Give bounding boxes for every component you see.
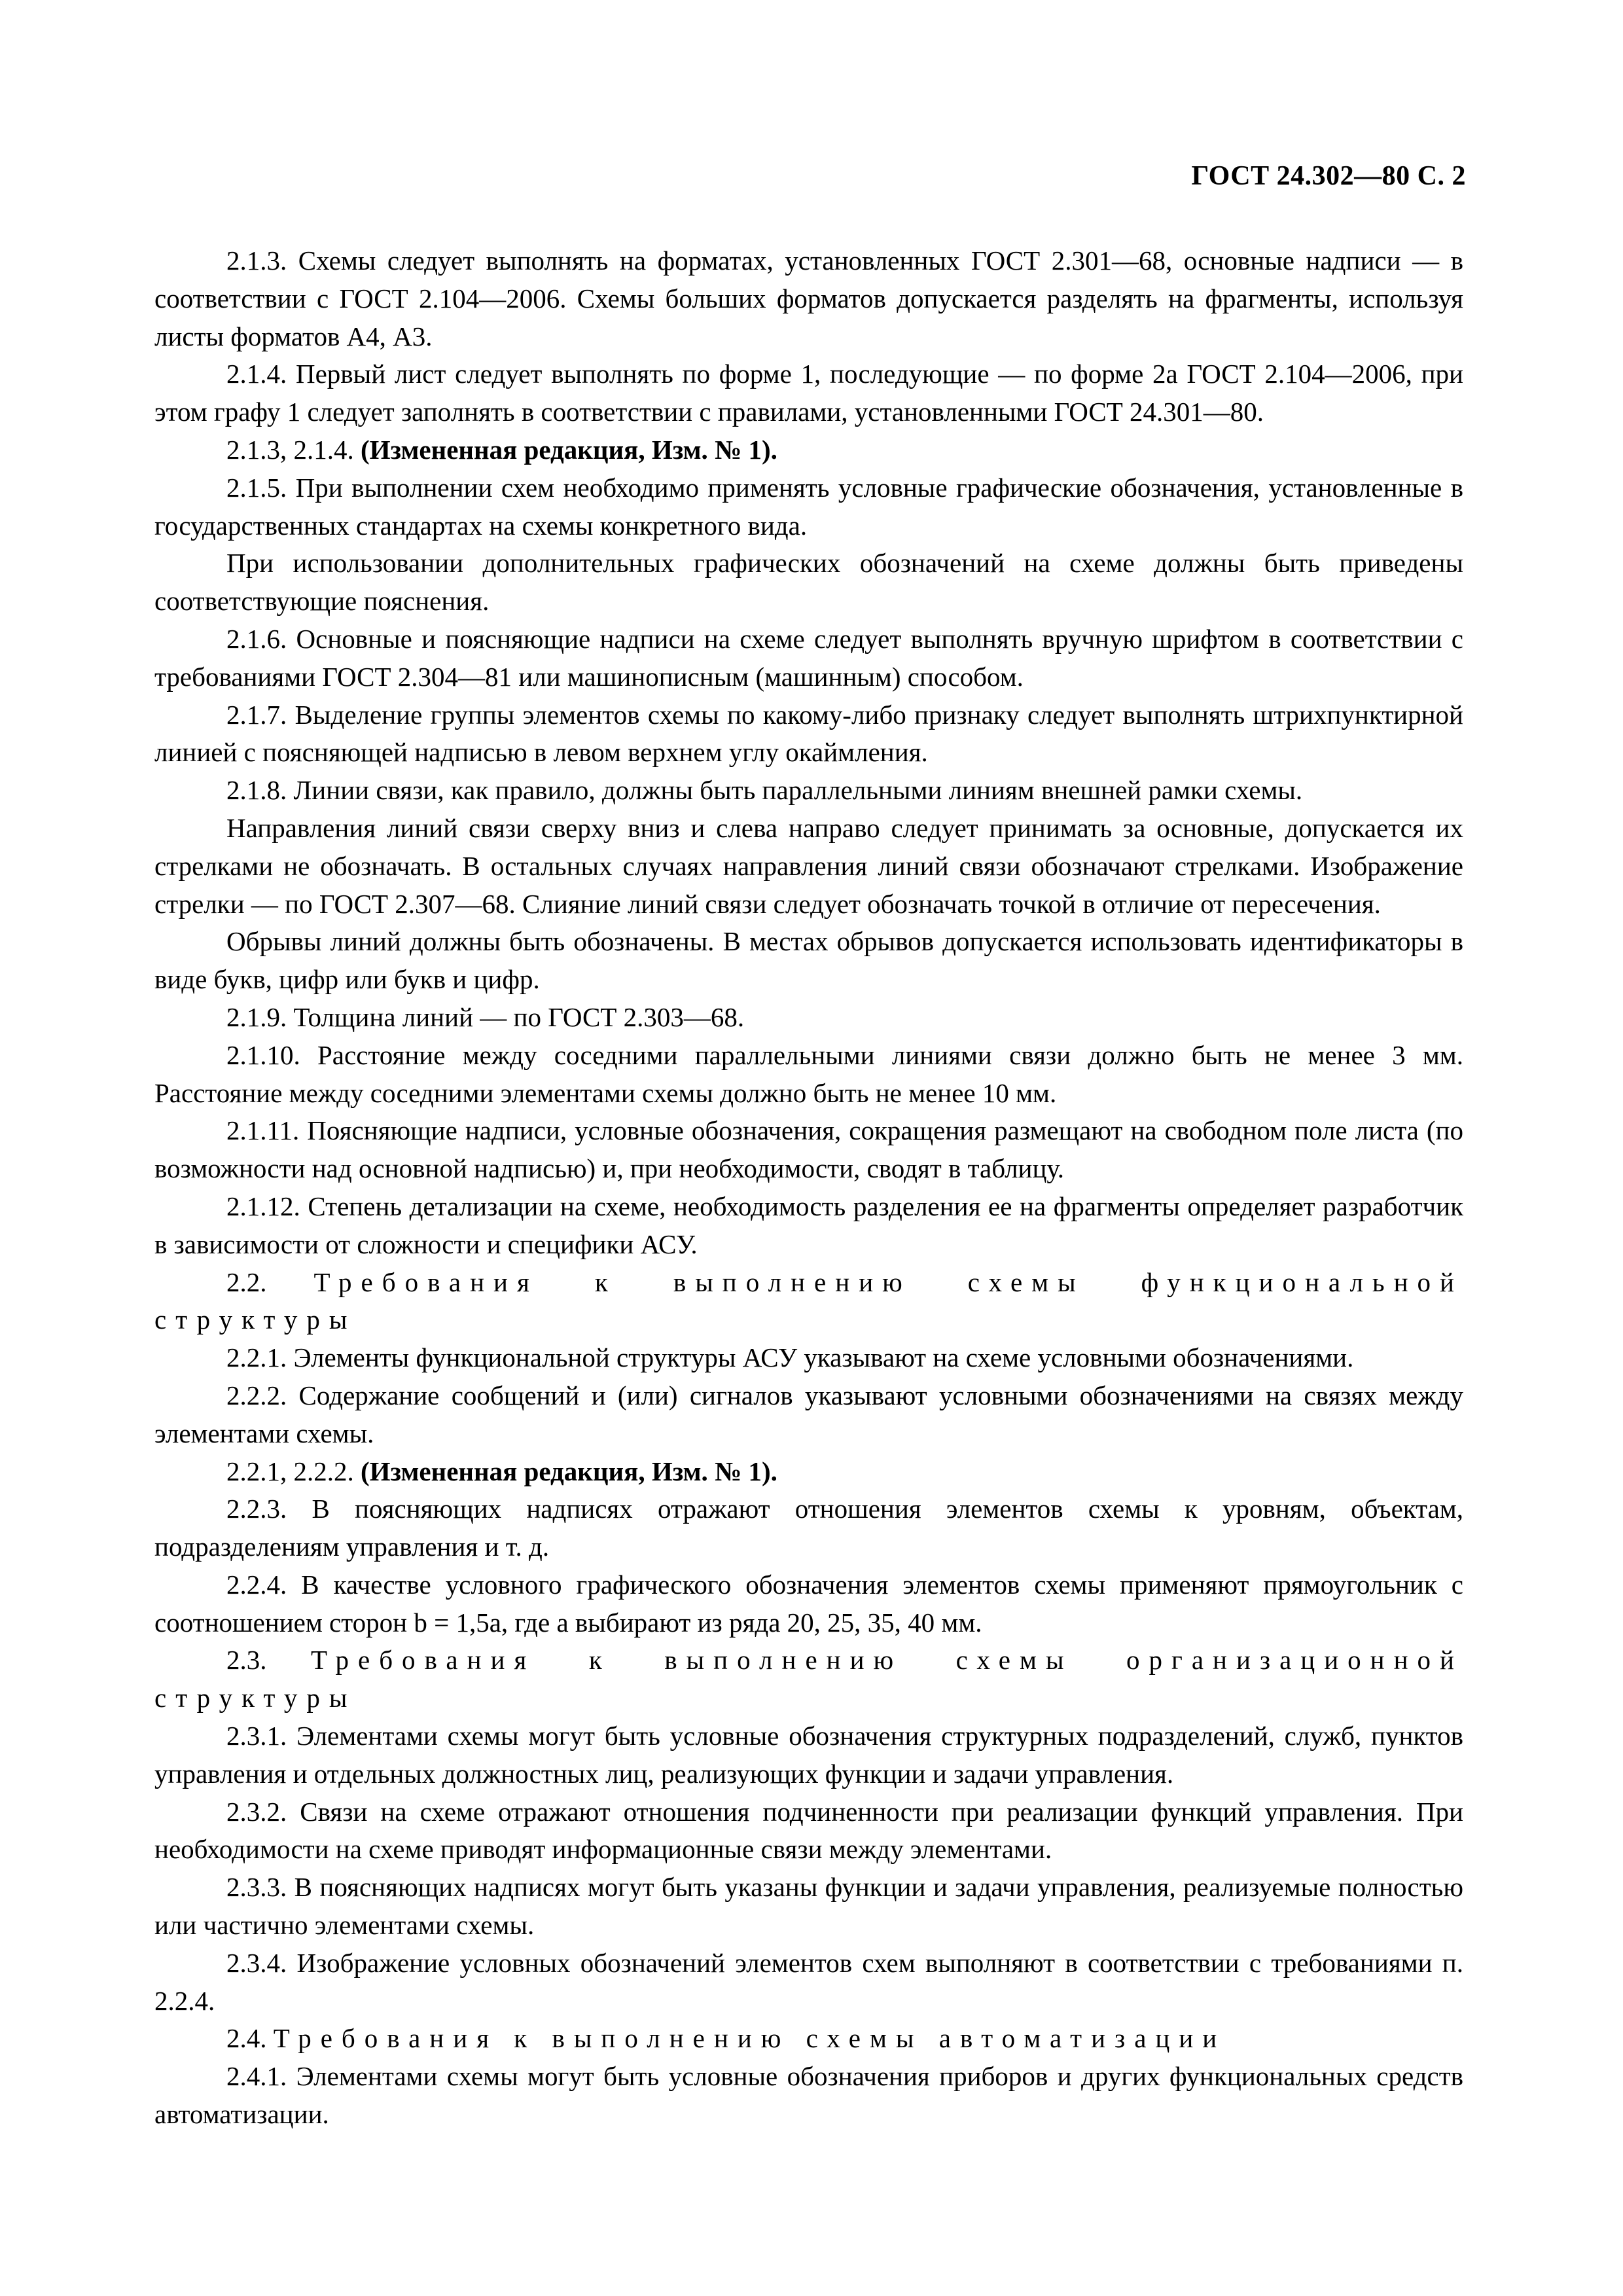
section-heading-2-4 <box>154 2020 1463 2058</box>
paragraph-2-4-1: 2.4.1. Элементами схемы могут быть условные обозначения приборов и других функциональных средств автоматизации. <box>154 2061 1463 2130</box>
paragraph-2-1-7: 2.1.7. Выделение группы элементов схемы по какому-либо признаку следует выполнять штрихпунктирной линией с поясняющей надписью в левом верхнем углу окаймления. <box>154 699 1463 768</box>
edit-note-bold: (Измененная редакция, Изм. № 1). <box>361 1456 777 1486</box>
section-heading-2-2 <box>154 1264 1463 1340</box>
paragraph-2-2-3: 2.2.3. В поясняющих надписях отражают отношения элементов схемы к уровням, объектам, подразделениям управления и т. д. <box>154 1494 1463 1562</box>
paragraph-2-3-2: 2.3.2. Связи на схеме отражают отношения подчиненности при реализации функций управления. При необходимости на схеме приводят информационные связи между элементами. <box>154 1796 1463 1865</box>
paragraph-2-1-3: 2.1.3. Схемы следует выполнять на форматах, установленных ГОСТ 2.301—68, основные надписи — в соответствии с ГОСТ 2.104—2006. Схемы больших форматов допускается разделять на фрагменты, используя листы форматов А4, А3. <box>154 245 1463 351</box>
section-title-spaced: Требования к выполнению схемы функциональной структуры <box>154 1266 1464 1335</box>
paragraph-2-1-6: 2.1.6. Основные и поясняющие надписи на схеме следует выполнять вручную шрифтом в соответствии с требованиями ГОСТ 2.304—81 или машинописным (машинным) способом. <box>154 623 1463 692</box>
paragraph-2-1-3-4-edit-note <box>154 431 1463 469</box>
paragraph-2-3-1: 2.3.1. Элементами схемы могут быть условные обозначения структурных подразделений, служб, пунктов управления и отдельных должностных лиц, реализующих функции и задачи управления. <box>154 1721 1463 1789</box>
edit-note-prefix: 2.1.3, 2.1.4. <box>226 434 361 465</box>
paragraph-2-1-8: 2.1.8. Линии связи, как правило, должны быть параллельными линиям внешней рамки схемы. <box>226 775 1303 806</box>
paragraph-2-1-9: 2.1.9. Толщина линий — по ГОСТ 2.303—68. <box>226 1001 745 1032</box>
paragraph-2-1-10: 2.1.10. Расстояние между соседними параллельными линиями связи должно быть не менее 3 мм. Расстояние между соседними элементами схемы должно быть не менее 10 мм. <box>154 1039 1463 1108</box>
edit-note-prefix: 2.2.1, 2.2.2. <box>226 1456 361 1486</box>
section-number: 2.4. <box>226 2023 274 2054</box>
page-header: ГОСТ 24.302—80 С. 2 <box>1191 161 1466 191</box>
paragraph-2-2-2: 2.2.2. Содержание сообщений и (или) сигналов указывают условными обозначениями на связях между элементами схемы. <box>154 1380 1463 1448</box>
section-number: 2.3. <box>226 1645 312 1676</box>
paragraph-2-1-8-directions: Направления линий связи сверху вниз и слева направо следует принимать за основные, допускается их стрелками не обозначать. В остальных случаях направления линий связи обозначают стрелками. Изображение стрелки — по ГОСТ 2.307—68. Слияние линий связи следует обозначать точкой в отличие от пересечения. <box>154 812 1463 919</box>
paragraph-2-3-3: 2.3.3. В поясняющих надписях могут быть указаны функции и задачи управления, реализуемые полностью или частично элементами схемы. <box>154 1872 1463 1941</box>
paragraph-2-1-11: 2.1.11. Поясняющие надписи, условные обозначения, сокращения размещают на свободном поле листа (по возможности над основной надписью) и, при необходимости, сводят в таблицу. <box>154 1115 1463 1184</box>
paragraph-2-1-8-breaks: Обрывы линий должны быть обозначены. В местах обрывов допускается использовать идентификаторы в виде букв, цифр или букв и цифр. <box>154 926 1463 995</box>
paragraph-2-2-1: 2.2.1. Элементы функциональной структуры АСУ указывают на схеме условными обозначениями. <box>226 1342 1354 1373</box>
edit-note-bold: (Измененная редакция, Изм. № 1). <box>361 434 777 465</box>
paragraph-2-2-1-2-edit-note <box>154 1453 1463 1491</box>
paragraph-2-1-12: 2.1.12. Степень детализации на схеме, необходимость разделения ее на фрагменты определяет разработчик в зависимости от сложности и специфики АСУ. <box>154 1191 1463 1259</box>
section-heading-2-3 <box>154 1641 1463 1717</box>
paragraph-2-3-4: 2.3.4. Изображение условных обозначений элементов схем выполняют в соответствии с требованиями п. 2.2.4. <box>154 1947 1463 2016</box>
section-number: 2.2. <box>226 1266 314 1297</box>
paragraph-2-1-5: 2.1.5. При выполнении схем необходимо применять условные графические обозначения, установленные в государственных стандартах на схемы конкретного вида. <box>154 472 1463 541</box>
section-title-spaced: Требования к выполнению схемы автоматизации <box>273 2023 1226 2054</box>
paragraph-2-1-4: 2.1.4. Первый лист следует выполнять по форме 1, последующие — по форме 2а ГОСТ 2.104—2006, при этом графу 1 следует заполнять в соответствии с правилами, установленными ГОСТ 24.301—80. <box>154 359 1463 427</box>
paragraph-2-1-5-continued: При использовании дополнительных графических обозначений на схеме должны быть приведены соответствующие пояснения. <box>154 548 1463 617</box>
paragraph-2-2-4: 2.2.4. В качестве условного графического обозначения элементов схемы применяют прямоугольник с соотношением сторон b = 1,5a, где a выбирают из ряда 20, 25, 35, 40 мм. <box>154 1569 1463 1638</box>
section-title-spaced: Требования к выполнению схемы организационной структуры <box>154 1645 1464 1713</box>
document-body <box>154 242 1463 2134</box>
